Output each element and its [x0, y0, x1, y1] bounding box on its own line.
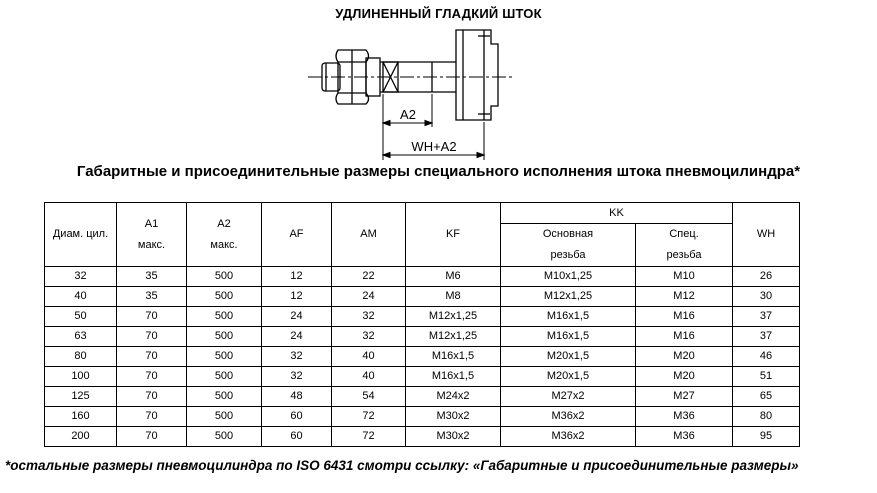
- table-cell: 32: [262, 367, 332, 387]
- table-cell: 70: [117, 427, 187, 447]
- header-a2: A2 макс.: [187, 203, 262, 267]
- table-cell: M6: [406, 267, 501, 287]
- table-cell: M27: [636, 387, 733, 407]
- drawing-title: УДЛИНЕННЫЙ ГЛАДКИЙ ШТОК: [335, 6, 542, 21]
- table-cell: M8: [406, 287, 501, 307]
- table-row: [45, 307, 800, 327]
- dimensions-table: [44, 202, 800, 447]
- table-cell: M10: [636, 267, 733, 287]
- table-cell: 70: [117, 407, 187, 427]
- table-row: [45, 387, 800, 407]
- section-title: Габаритные и присоединительные размеры специального исполнения штока пневмоцилиндра*: [76, 163, 801, 180]
- table-cell: M16: [636, 307, 733, 327]
- table-cell: 60: [262, 407, 332, 427]
- table-row: [45, 267, 800, 287]
- table-cell: 70: [117, 367, 187, 387]
- table-cell: 32: [332, 327, 406, 347]
- table-cell: 500: [187, 327, 262, 347]
- table-cell: M36: [636, 407, 733, 427]
- table-row: [45, 367, 800, 387]
- table-cell: 40: [45, 287, 117, 307]
- table-cell: 35: [117, 287, 187, 307]
- table-cell: 70: [117, 327, 187, 347]
- table-cell: 50: [45, 307, 117, 327]
- table-cell: 60: [262, 427, 332, 447]
- table-cell: M20x1,5: [501, 367, 636, 387]
- table-cell: M30x2: [406, 427, 501, 447]
- table-cell: M16x1,5: [406, 347, 501, 367]
- table-cell: 70: [117, 307, 187, 327]
- table-cell: 32: [332, 307, 406, 327]
- table-cell: M12: [636, 287, 733, 307]
- table-cell: M16x1,5: [406, 367, 501, 387]
- table-cell: M36x2: [501, 407, 636, 427]
- table-cell: 32: [262, 347, 332, 367]
- table-cell: 500: [187, 267, 262, 287]
- table-row: [45, 327, 800, 347]
- table-cell: 37: [733, 307, 800, 327]
- table-cell: M30x2: [406, 407, 501, 427]
- table-cell: 500: [187, 427, 262, 447]
- dim-wh-a2-label: WH+A2: [411, 139, 457, 154]
- table-row: [45, 287, 800, 307]
- rod-drawing: [0, 0, 877, 170]
- table-cell: 37: [733, 327, 800, 347]
- table-cell: 70: [117, 387, 187, 407]
- table-row: [45, 347, 800, 367]
- header-kk-main: Основная резьба: [501, 224, 636, 267]
- table-cell: M20: [636, 347, 733, 367]
- table-cell: 22: [332, 267, 406, 287]
- table-cell: 200: [45, 427, 117, 447]
- table-cell: 500: [187, 307, 262, 327]
- table-row: [45, 407, 800, 427]
- header-am: AM: [332, 203, 406, 267]
- header-kf: KF: [406, 203, 501, 267]
- table-cell: 100: [45, 367, 117, 387]
- table-cell: M20: [636, 367, 733, 387]
- header-a1: A1 макс.: [117, 203, 187, 267]
- table-cell: M16x1,5: [501, 327, 636, 347]
- table-cell: 51: [733, 367, 800, 387]
- table-cell: 32: [45, 267, 117, 287]
- table-cell: 160: [45, 407, 117, 427]
- table-cell: M36: [636, 427, 733, 447]
- header-af: AF: [262, 203, 332, 267]
- table-cell: M20x1,5: [501, 347, 636, 367]
- table-cell: 500: [187, 287, 262, 307]
- table-cell: 72: [332, 427, 406, 447]
- table-cell: 500: [187, 407, 262, 427]
- table-cell: 12: [262, 267, 332, 287]
- table-cell: 500: [187, 367, 262, 387]
- table-cell: 70: [117, 347, 187, 367]
- table-cell: 95: [733, 427, 800, 447]
- table-cell: 125: [45, 387, 117, 407]
- table-cell: M10x1,25: [501, 267, 636, 287]
- table-cell: M36x2: [501, 427, 636, 447]
- table-cell: 500: [187, 347, 262, 367]
- table-cell: 72: [332, 407, 406, 427]
- table-body: [45, 267, 800, 447]
- table-cell: 54: [332, 387, 406, 407]
- table-cell: M12x1,25: [501, 287, 636, 307]
- piston-head: [456, 30, 498, 120]
- header-kk-spec: Спец. резьба: [636, 224, 733, 267]
- table-cell: 12: [262, 287, 332, 307]
- table-cell: 35: [117, 267, 187, 287]
- table-cell: M16x1,5: [501, 307, 636, 327]
- dim-a2-label: A2: [400, 107, 416, 122]
- table-cell: 40: [332, 367, 406, 387]
- table-cell: M16: [636, 327, 733, 347]
- table-cell: 46: [733, 347, 800, 367]
- table-cell: M12x1,25: [406, 327, 501, 347]
- table-cell: 63: [45, 327, 117, 347]
- header-diam: Диам. цил.: [45, 203, 117, 267]
- table-cell: 24: [262, 307, 332, 327]
- table-row: [45, 427, 800, 447]
- table-cell: 24: [262, 327, 332, 347]
- table-cell: 80: [733, 407, 800, 427]
- table-cell: 65: [733, 387, 800, 407]
- table-cell: 26: [733, 267, 800, 287]
- table-cell: M27x2: [501, 387, 636, 407]
- table-cell: 24: [332, 287, 406, 307]
- footnote: *остальные размеры пневмоцилиндра по ISO 6431 смотри ссылку: «Габаритные и присоединительные размеры»: [5, 458, 799, 473]
- table-cell: 80: [45, 347, 117, 367]
- header-kk: KK: [501, 203, 733, 224]
- table-cell: M12x1,25: [406, 307, 501, 327]
- table-cell: 48: [262, 387, 332, 407]
- table-cell: 30: [733, 287, 800, 307]
- table-cell: 500: [187, 387, 262, 407]
- table-cell: 40: [332, 347, 406, 367]
- header-wh: WH: [733, 203, 800, 267]
- table-cell: M24x2: [406, 387, 501, 407]
